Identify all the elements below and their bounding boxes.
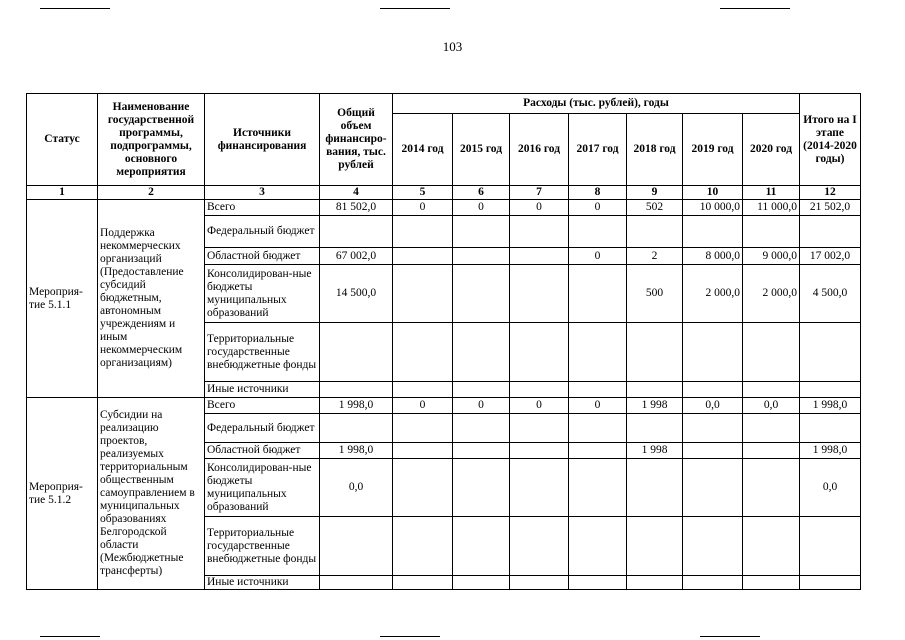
year-cell (510, 443, 569, 459)
scan-mark (700, 636, 760, 637)
scan-mark (380, 8, 450, 9)
financing-table (26, 93, 861, 590)
year-cell: 500 (627, 265, 683, 323)
year-cell (627, 382, 683, 398)
source-label: Федеральный бюджет (205, 414, 320, 443)
year-cell: 0 (569, 398, 627, 414)
column-number: 5 (393, 186, 453, 200)
header-year: 2020 год (743, 114, 800, 186)
year-cell (683, 459, 743, 517)
column-number: 12 (800, 186, 861, 200)
total-cell: 81 502,0 (320, 200, 393, 216)
year-cell (569, 323, 627, 382)
year-cell (627, 414, 683, 443)
year-cell (743, 517, 800, 576)
year-cell (453, 517, 510, 576)
year-cell: 0 (569, 200, 627, 216)
year-cell (683, 414, 743, 443)
column-number: 11 (743, 186, 800, 200)
column-number: 1 (27, 186, 98, 200)
year-cell (627, 216, 683, 248)
source-label: Всего (205, 200, 320, 216)
column-number: 8 (569, 186, 627, 200)
stage-cell (800, 382, 861, 398)
block-status: Мероприя-тие 5.1.2 (27, 398, 98, 590)
year-cell (510, 265, 569, 323)
year-cell (510, 517, 569, 576)
source-label: Областной бюджет (205, 443, 320, 459)
scan-mark (380, 636, 440, 637)
column-number: 10 (683, 186, 743, 200)
year-cell (393, 517, 453, 576)
total-cell (320, 517, 393, 576)
source-label: Территориальные государственные внебюджетные фонды (205, 323, 320, 382)
year-cell: 0 (510, 398, 569, 414)
year-cell (510, 216, 569, 248)
header-year: 2016 год (510, 114, 569, 186)
source-label: Областной бюджет (205, 248, 320, 265)
source-label: Иные источники (205, 576, 320, 590)
year-cell: 10 000,0 (683, 200, 743, 216)
year-cell: 0 (393, 200, 453, 216)
block-status: Мероприя-тие 5.1.1 (27, 200, 98, 398)
scan-mark (40, 8, 110, 9)
stage-cell: 21 502,0 (800, 200, 861, 216)
year-cell (510, 323, 569, 382)
total-cell: 14 500,0 (320, 265, 393, 323)
year-cell (393, 443, 453, 459)
year-cell: 2 000,0 (683, 265, 743, 323)
year-cell (683, 216, 743, 248)
year-cell (627, 323, 683, 382)
year-cell (743, 459, 800, 517)
column-number: 6 (453, 186, 510, 200)
year-cell (393, 216, 453, 248)
table-row (27, 200, 861, 216)
year-cell: 1 998 (627, 398, 683, 414)
block-name: Субсидии на реализацию проектов, реализуемых территориальным общественным самоуправлением в муниципальных образованиях Белгородской области (Межбюджетные трансферты) (98, 398, 205, 590)
stage-cell: 17 002,0 (800, 248, 861, 265)
year-cell: 0,0 (743, 398, 800, 414)
year-cell (453, 323, 510, 382)
year-cell (453, 576, 510, 590)
stage-cell: 1 998,0 (800, 443, 861, 459)
stage-cell: 4 500,0 (800, 265, 861, 323)
column-number: 3 (205, 186, 320, 200)
year-cell: 0 (569, 248, 627, 265)
year-cell (569, 443, 627, 459)
header-name: Наименование государственной программы, подпрограммы, основного мероприятия (98, 94, 205, 186)
header-year: 2018 год (627, 114, 683, 186)
year-cell (453, 216, 510, 248)
year-cell (743, 382, 800, 398)
total-cell (320, 576, 393, 590)
total-cell: 1 998,0 (320, 398, 393, 414)
header-row (27, 94, 861, 114)
total-cell (320, 323, 393, 382)
column-number: 9 (627, 186, 683, 200)
stage-cell (800, 323, 861, 382)
year-cell (743, 443, 800, 459)
source-label: Территориальные государственные внебюджетные фонды (205, 517, 320, 576)
source-label: Федеральный бюджет (205, 216, 320, 248)
column-number: 4 (320, 186, 393, 200)
header-status: Статус (27, 94, 98, 186)
table-row (27, 398, 861, 414)
year-cell (627, 517, 683, 576)
total-cell (320, 216, 393, 248)
year-cell (683, 517, 743, 576)
year-cell (393, 382, 453, 398)
year-cell (393, 459, 453, 517)
stage-cell: 0,0 (800, 459, 861, 517)
year-cell (510, 414, 569, 443)
year-cell: 0 (393, 398, 453, 414)
stage-cell (800, 414, 861, 443)
stage-cell (800, 216, 861, 248)
year-cell: 8 000,0 (683, 248, 743, 265)
total-cell: 67 002,0 (320, 248, 393, 265)
year-cell: 0 (453, 200, 510, 216)
scan-mark (40, 636, 100, 637)
header-year: 2017 год (569, 114, 627, 186)
year-cell (569, 576, 627, 590)
total-cell (320, 414, 393, 443)
header-stage-total: Итого на I этапе (2014-2020 годы) (800, 94, 861, 186)
year-cell (569, 459, 627, 517)
year-cell (393, 414, 453, 443)
scan-mark (720, 8, 790, 9)
year-cell (569, 414, 627, 443)
year-cell: 2 (627, 248, 683, 265)
year-cell (627, 576, 683, 590)
year-cell (683, 323, 743, 382)
total-cell: 0,0 (320, 459, 393, 517)
year-cell (393, 265, 453, 323)
stage-cell (800, 517, 861, 576)
year-cell: 502 (627, 200, 683, 216)
stage-cell: 1 998,0 (800, 398, 861, 414)
page-number: 103 (442, 39, 463, 54)
year-cell (683, 382, 743, 398)
year-cell (743, 216, 800, 248)
year-cell: 9 000,0 (743, 248, 800, 265)
year-cell (393, 248, 453, 265)
year-cell (453, 443, 510, 459)
column-number: 7 (510, 186, 569, 200)
column-numbers-row (27, 186, 861, 200)
year-cell: 0 (453, 398, 510, 414)
year-cell: 0 (510, 200, 569, 216)
year-cell (510, 248, 569, 265)
year-cell (510, 576, 569, 590)
year-cell (393, 323, 453, 382)
header-year: 2015 год (453, 114, 510, 186)
year-cell (453, 382, 510, 398)
year-cell (453, 265, 510, 323)
year-cell (453, 248, 510, 265)
year-cell (453, 414, 510, 443)
year-cell (569, 517, 627, 576)
source-label: Консолидирован-ные бюджеты муниципальных образований (205, 265, 320, 323)
header-year: 2019 год (683, 114, 743, 186)
source-label: Всего (205, 398, 320, 414)
year-cell: 1 998 (627, 443, 683, 459)
header-total: Общий объем финансиро-вания, тыс. рублей (320, 94, 393, 186)
year-cell: 0,0 (683, 398, 743, 414)
year-cell (453, 459, 510, 517)
total-cell: 1 998,0 (320, 443, 393, 459)
year-cell (683, 443, 743, 459)
header-expenses: Расходы (тыс. рублей), годы (393, 94, 800, 114)
year-cell (627, 459, 683, 517)
block-name: Поддержка некоммерческих организаций (Предоставление субсидий бюджетным, автономным учреждениям и иным некоммерческим организациям) (98, 200, 205, 398)
year-cell: 11 000,0 (743, 200, 800, 216)
year-cell (569, 216, 627, 248)
year-cell (683, 576, 743, 590)
total-cell (320, 382, 393, 398)
source-label: Иные источники (205, 382, 320, 398)
year-cell: 2 000,0 (743, 265, 800, 323)
year-cell (743, 576, 800, 590)
year-cell (743, 414, 800, 443)
year-cell (743, 323, 800, 382)
stage-cell (800, 576, 861, 590)
year-cell (393, 576, 453, 590)
year-cell (510, 382, 569, 398)
column-number: 2 (98, 186, 205, 200)
year-cell (569, 382, 627, 398)
header-year: 2014 год (393, 114, 453, 186)
header-sources: Источники финансирования (205, 94, 320, 186)
source-label: Консолидирован-ные бюджеты муниципальных образований (205, 459, 320, 517)
year-cell (510, 459, 569, 517)
year-cell (569, 265, 627, 323)
